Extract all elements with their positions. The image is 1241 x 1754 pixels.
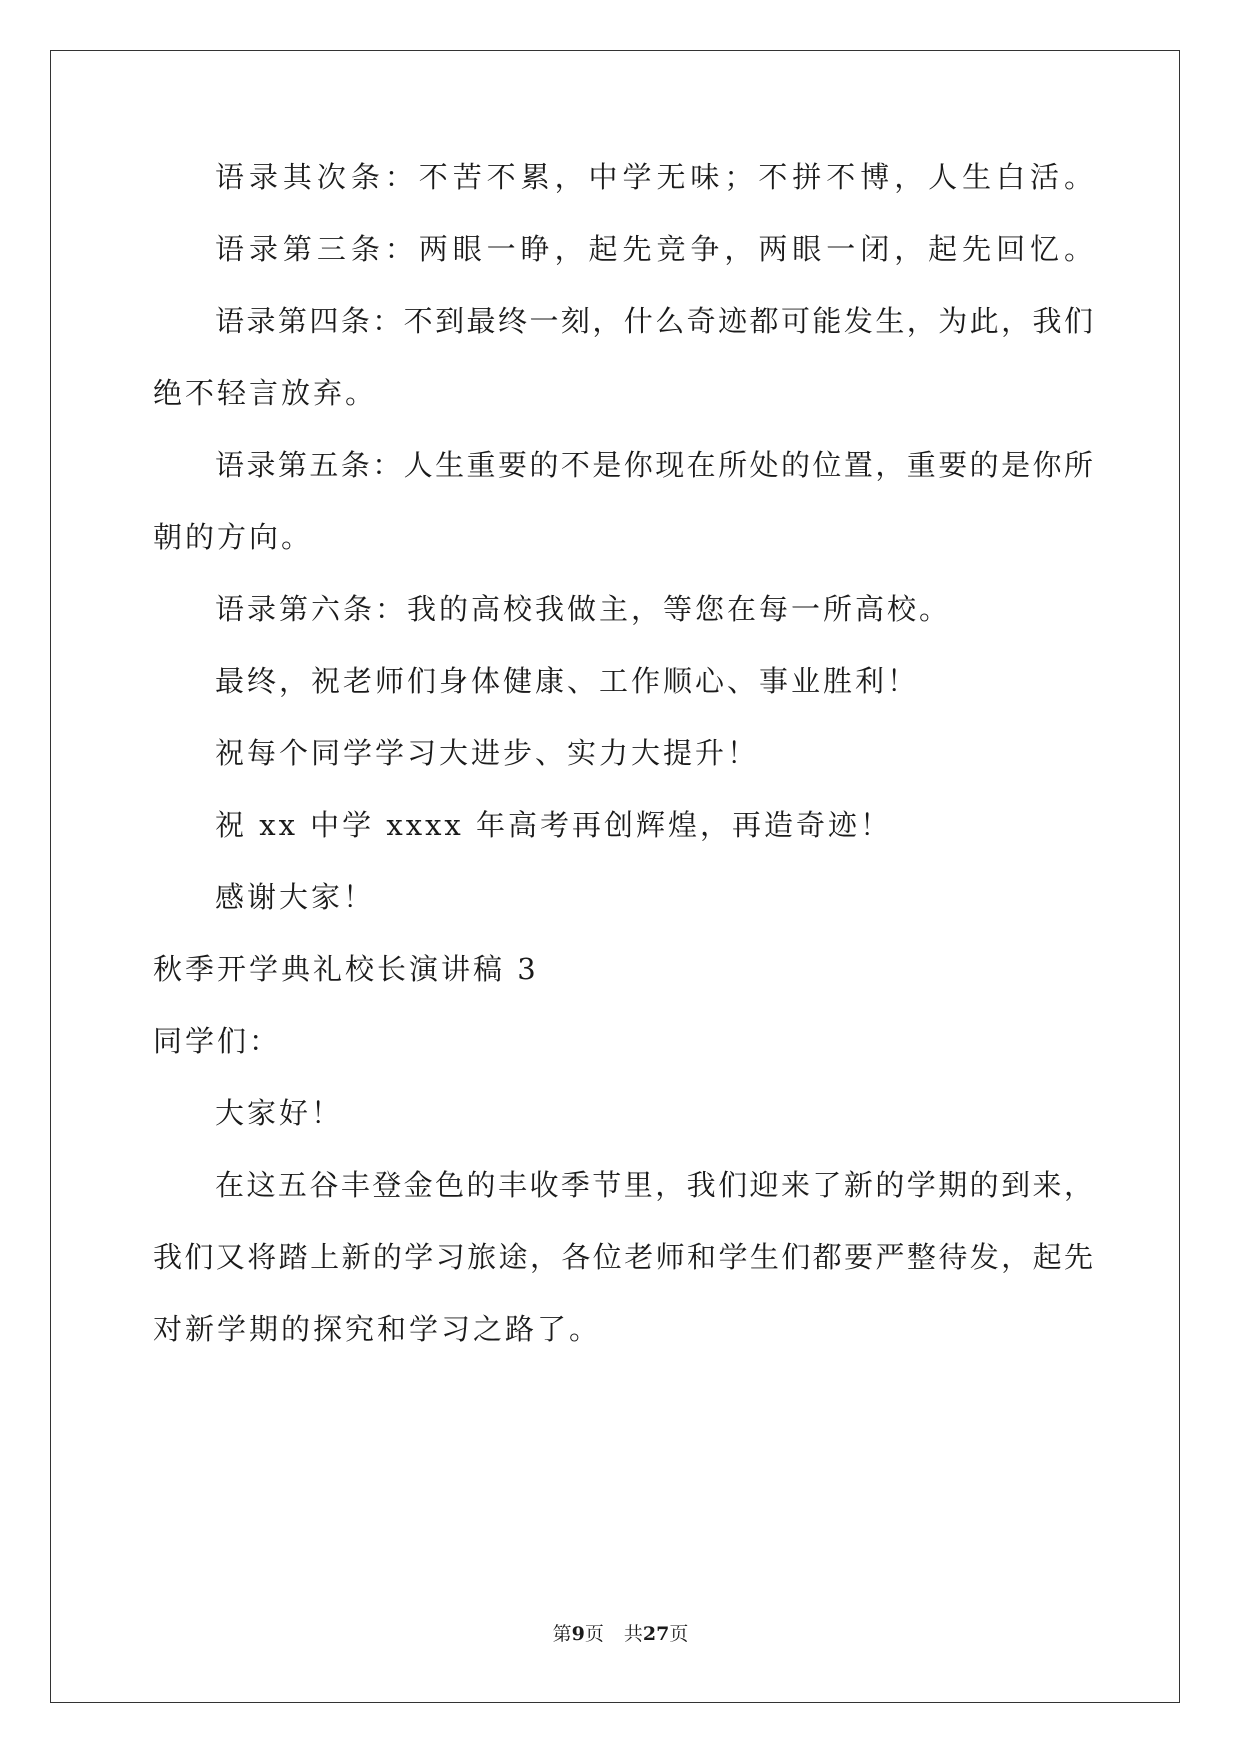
paragraph-intro-line1: 在这五谷丰登金色的丰收季节里，我们迎来了新的学期的到来， [215,1168,1093,1202]
paragraph-quote-2: 语录其次条：不苦不累，中学无味；不拼不博，人生白活。 [215,160,1093,194]
footer-total-prefix: 共 [623,1623,643,1645]
footer-total-suffix: 页 [669,1623,689,1645]
paragraph-intro-line2: 我们又将踏上新的学习旅途，各位老师和学生们都要严整待发，起先 [153,1240,1093,1274]
paragraph-wish-students: 祝每个同学学习大进步、实力大提升！ [215,736,760,770]
footer-page-number: 9 [571,1623,585,1645]
paragraph-quote-4-line2: 绝不轻言放弃。 [153,376,378,410]
footer-page-suffix: 页 [584,1623,604,1645]
page-footer [0,1622,1241,1646]
section-title: 秋季开学典礼校长演讲稿 3 [153,952,539,986]
paragraph-quote-5-line2: 朝的方向。 [153,520,314,554]
paragraph-quote-6: 语录第六条：我的高校我做主，等您在每一所高校。 [215,592,952,626]
footer-total-pages: 27 [642,1623,670,1645]
paragraph-quote-5-line1: 语录第五条：人生重要的不是你现在所处的位置，重要的是你所 [215,448,1093,482]
footer-page-prefix: 第 [552,1623,572,1645]
salutation: 同学们： [153,1024,282,1058]
paragraph-quote-4-line1: 语录第四条：不到最终一刻，什么奇迹都可能发生，为此，我们 [215,304,1093,338]
paragraph-intro-line3: 对新学期的探究和学习之路了。 [153,1312,602,1346]
paragraph-wish-school: 祝 xx 中学 xxxx 年高考再创辉煌，再造奇迹！ [215,808,893,842]
paragraph-quote-3: 语录第三条：两眼一睁，起先竞争，两眼一闭，起先回忆。 [215,232,1093,266]
paragraph-wish-teachers: 最终，祝老师们身体健康、工作顺心、事业胜利！ [215,664,920,698]
paragraph-thanks: 感谢大家！ [215,880,376,914]
greeting: 大家好！ [215,1096,344,1130]
